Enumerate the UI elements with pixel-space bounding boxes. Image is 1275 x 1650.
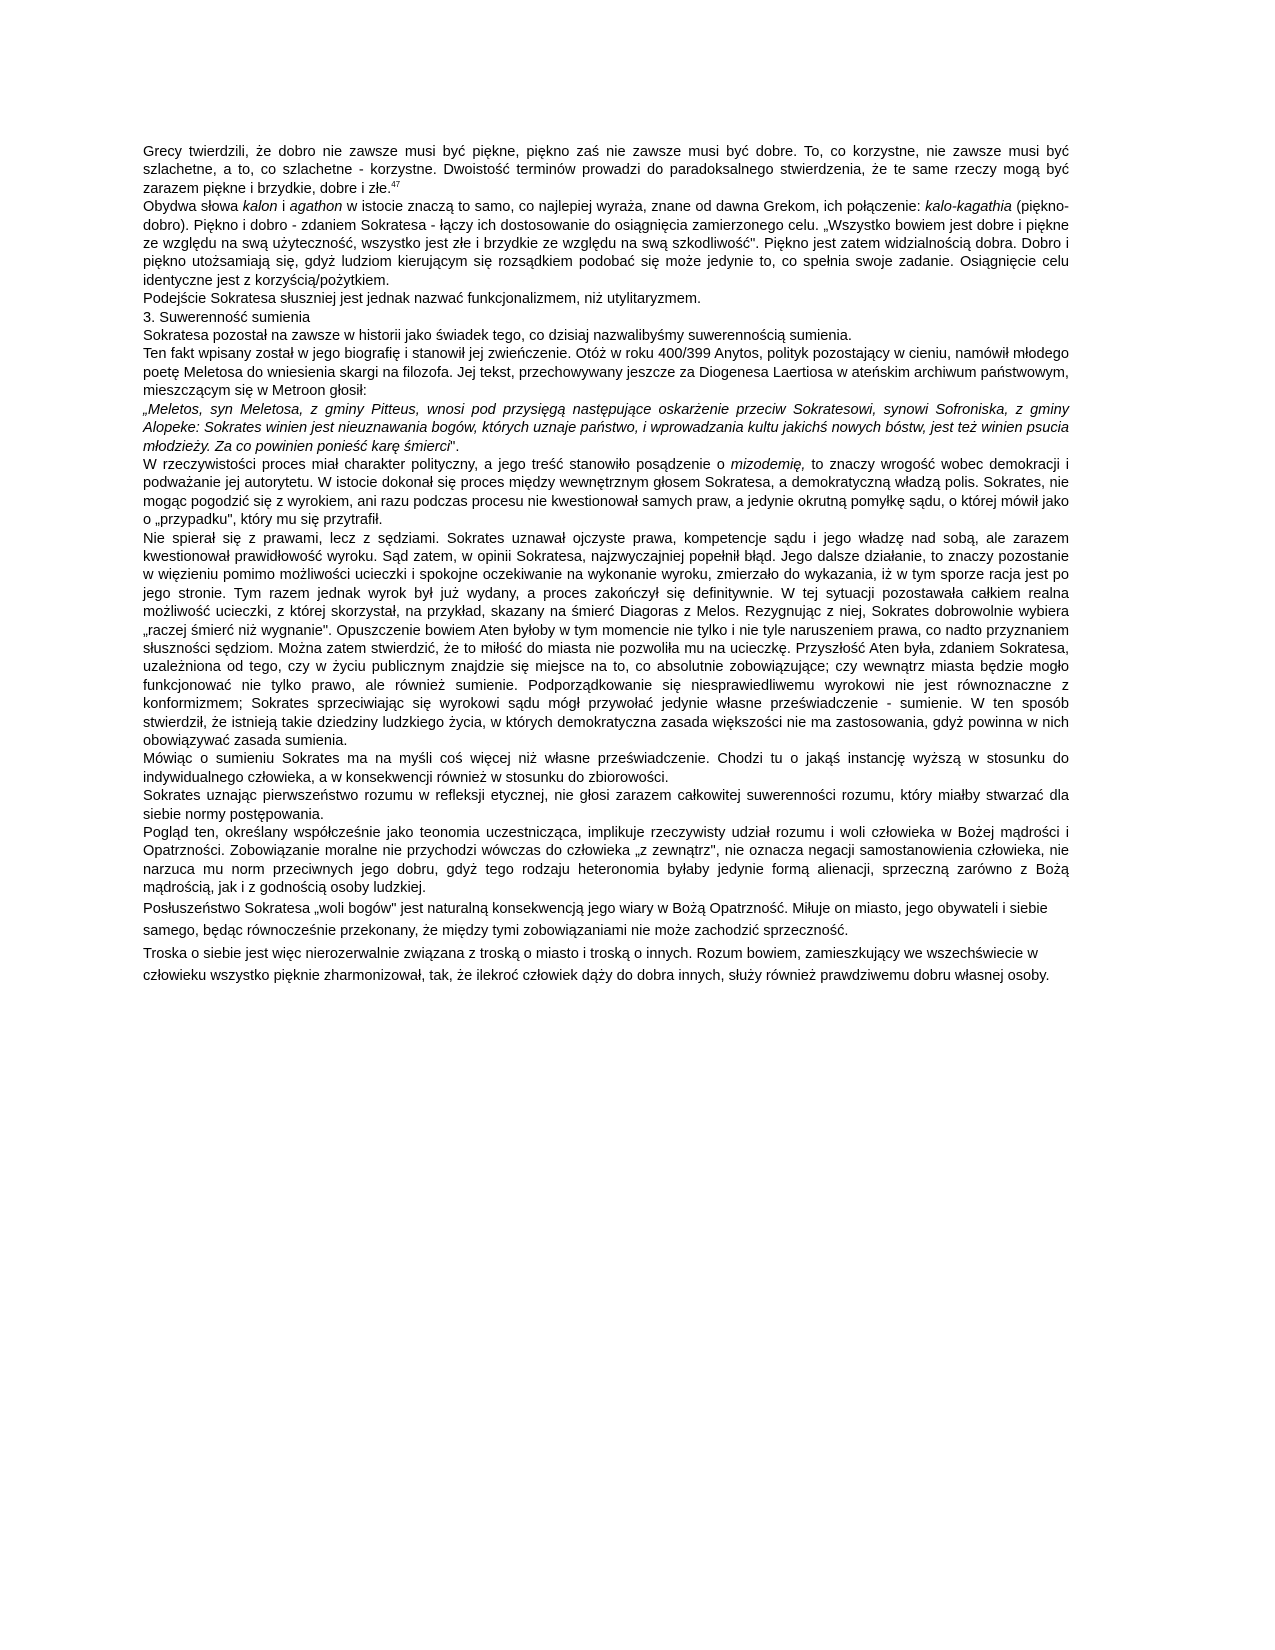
paragraph: Sokrates uznając pierwszeństwo rozumu w refleksji etycznej, nie głosi zarazem całkowitej suwerenności rozumu, który miałby stwarzać dla siebie normy postępowania. xyxy=(143,788,1069,823)
term: mizodemię, xyxy=(730,456,806,473)
document-body xyxy=(143,143,1069,988)
text: (piękno-dobro). Piękno i dobro - zdaniem Sokratesa - łączy ich dostosowanie do osiągnięcia zamierzonego celu. „Wszystko bowiem jest dobre i piękne ze względu na swą użyteczność, wszystko jest złe i brzydkie ze względu na swą szkodliwość". Piękno jest zatem widzialnością dobra. Dobro i piękno utożsamiają się, gdyż ludziom kierującym się rozsądkiem podobać się może jedynie to, co spełnia swoje zadanie. Osiągnięcie celu identyczne jest z korzyścią/pożytkiem. xyxy=(143,199,1069,289)
quote: „Meletos, syn Meletosa, z gminy Pitteus, wnosi pod przysięgą następujące oskarżenie przeciw Sokratesowi, synowi Sofroniska, z gminy Alopeke: Sokrates winien jest nieuznawania bogów, których uznaje państwo, i wprowadzania kultu jakichś nowych bóstw, jest też winien psucia młodzieży. Za co powinien ponieść karę śmierci xyxy=(143,401,1069,455)
paragraph: Posłuszeństwo Sokratesa „woli bogów" jest naturalną konsekwencją jego wiary w Bożą Opatrzność. Miłuje on miasto, jego obywateli i siebie samego, będąc równocześnie przekonany, że między tymi zobowiązaniami nie może zachodzić sprzeczność. xyxy=(143,900,1048,940)
text: w istocie znaczą to samo, co najlepiej wyraża, znane od dawna Grekom, ich połączenie: xyxy=(342,199,926,216)
term: kalo-kagathia xyxy=(925,199,1012,216)
term: kalon xyxy=(242,199,278,216)
footnote-ref: 47 xyxy=(391,179,401,189)
text: Grecy twierdzili, że dobro nie zawsze musi być piękne, piękno zaś nie zawsze musi być dobre. To, co korzystne, nie zawsze musi być szlachetne, a to, co szlachetne - korzystne. Dwoistość terminów prowadzi do paradoksalnego stwierdzenia, że te same rzeczy mogą być zarazem piękne i brzydkie, dobre i złe. xyxy=(143,144,1069,197)
paragraph xyxy=(143,143,1069,198)
paragraph: Sokratesa pozostał na zawsze w historii jako świadek tego, co dzisiaj nazwalibyśmy suwerennością sumienia. xyxy=(143,328,852,345)
paragraph: Mówiąc o sumieniu Sokrates ma na myśli coś więcej niż własne przeświadczenie. Chodzi tu o jakąś instancję wyższą w stosunku do indywidualnego człowieka, a w konsekwencji również w stosunku do zbiorowości. xyxy=(143,751,1069,786)
text: W rzeczywistości proces miał charakter polityczny, a jego treść stanowiło posądzenie o xyxy=(143,456,731,473)
text: to znaczy wrogość wobec demokracji i podważanie jej autorytetu. W istocie dokonał się proces między wewnętrznym głosem Sokratesa, a demokratyczną władzą polis. Sokrates, nie mogąc pogodzić się z wyrokiem, ani razu podczas procesu nie kwestionował samych praw, a jedynie okrutną pomyłkę sądu, o której mówił jako o „przypadku", który mu się przytrafił. xyxy=(143,456,1070,529)
paragraph xyxy=(143,198,1069,290)
paragraph xyxy=(143,456,1069,530)
paragraph: Nie spierał się z prawami, lecz z sędziami. Sokrates uznawał ojczyste prawa, kompetencje sądu i jego władzę nad sobą, ale zarazem kwestionował prawidłowość wyroku. Sąd zatem, w opinii Sokratesa, najzwyczajniej popełnił błąd. Jego dalsze działanie, to znaczy pozostanie w więzieniu pomimo możliwości ucieczki i spokojne oczekiwanie na wykonanie wyroku, zmierzało do wykazania, iż w tym sporze racja jest po jego stronie. Tym razem jednak wyrok był już wydany, a proces zakończył się definitywnie. W tej sytuacji pozostawała całkiem realna możliwość ucieczki, z której skorzystał, na przykład, skazany na śmierć Diagoras z Melos. Rezygnując z niej, Sokrates dobrowolnie wybiera „raczej śmierć niż wygnanie". Opuszczenie bowiem Aten byłoby w tym momencie nie tylko i nie tyle naruszeniem prawa, co nadto przyznaniem słuszności sędziom. Można zatem stwierdzić, że to miłość do miasta nie pozwoliła mu na ucieczkę. Przyszłość Aten była, zdaniem Sokratesa, uzależniona od tego, czy w życiu publicznym znajdzie się miejsce na to, co absolutnie zobowiązujące; czy wewnątrz miasta będzie mogło funkcjonować nie tylko prawo, ale również sumienie. Podporządkowanie się niesprawiedliwemu wyrokowi nie jest równoznaczne z konformizmem; Sokrates sprzeciwiając się wyrokowi sądu mógł przywołać jedynie własne przeświadczenie - sumienie. W ten sposób stwierdził, że istnieją takie dziedziny ludzkiego życia, w których demokratyczna zasada większości nie ma zastosowania, gdyż powinna w nich obowiązywać zasada sumienia. xyxy=(143,530,1069,749)
term: agathon xyxy=(289,199,343,216)
paragraph: Podejście Sokratesa słuszniej jest jednak nazwać funkcjonalizmem, niż utylitaryzmem. xyxy=(143,291,702,308)
paragraph: Troska o siebie jest więc nierozerwalnie związana z troską o miasto i troską o innych. Rozum bowiem, zamieszkujący we wszechświecie w człowieku wszystko pięknie zharmonizował, tak, że ilekroć człowiek dąży do dobra innych, służy również prawdziwemu dobru własnej osoby. xyxy=(143,945,1050,985)
section-heading: 3. Suwerenność sumienia xyxy=(143,309,311,326)
quote-paragraph xyxy=(143,401,1069,456)
paragraph: Pogląd ten, określany współcześnie jako teonomia uczestnicząca, implikuje rzeczywisty udział rozumu i woli człowieka w Bożej mądrości i Opatrzności. Zobowiązanie moralne nie przychodzi wówczas do człowieka „z zewnątrz", nie oznacza negacji samostanowienia człowieka, nie narzuca mu norm przeciwnych jego dobru, gdyż tego rodzaju heteronomia byłaby jedynie formą alienacji, sprzeczną zarówno z Bożą mądrością, jak i z godnością osoby ludzkiej. xyxy=(143,825,1069,897)
text: Obydwa słowa xyxy=(143,199,243,216)
text: ". xyxy=(450,438,460,455)
paragraph: Ten fakt wpisany został w jego biografię i stanowił jej zwieńczenie. Otóż w roku 400/399 Anytos, polityk pozostający w cieniu, namówił młodego poetę Meletosa do wniesienia skargi na filozofa. Jej tekst, przechowywany jeszcze za Diogenesa Laertiosa w ateńskim archiwum państwowym, mieszczącym się w Metroon głosił: xyxy=(143,346,1069,400)
text: i xyxy=(277,199,290,216)
